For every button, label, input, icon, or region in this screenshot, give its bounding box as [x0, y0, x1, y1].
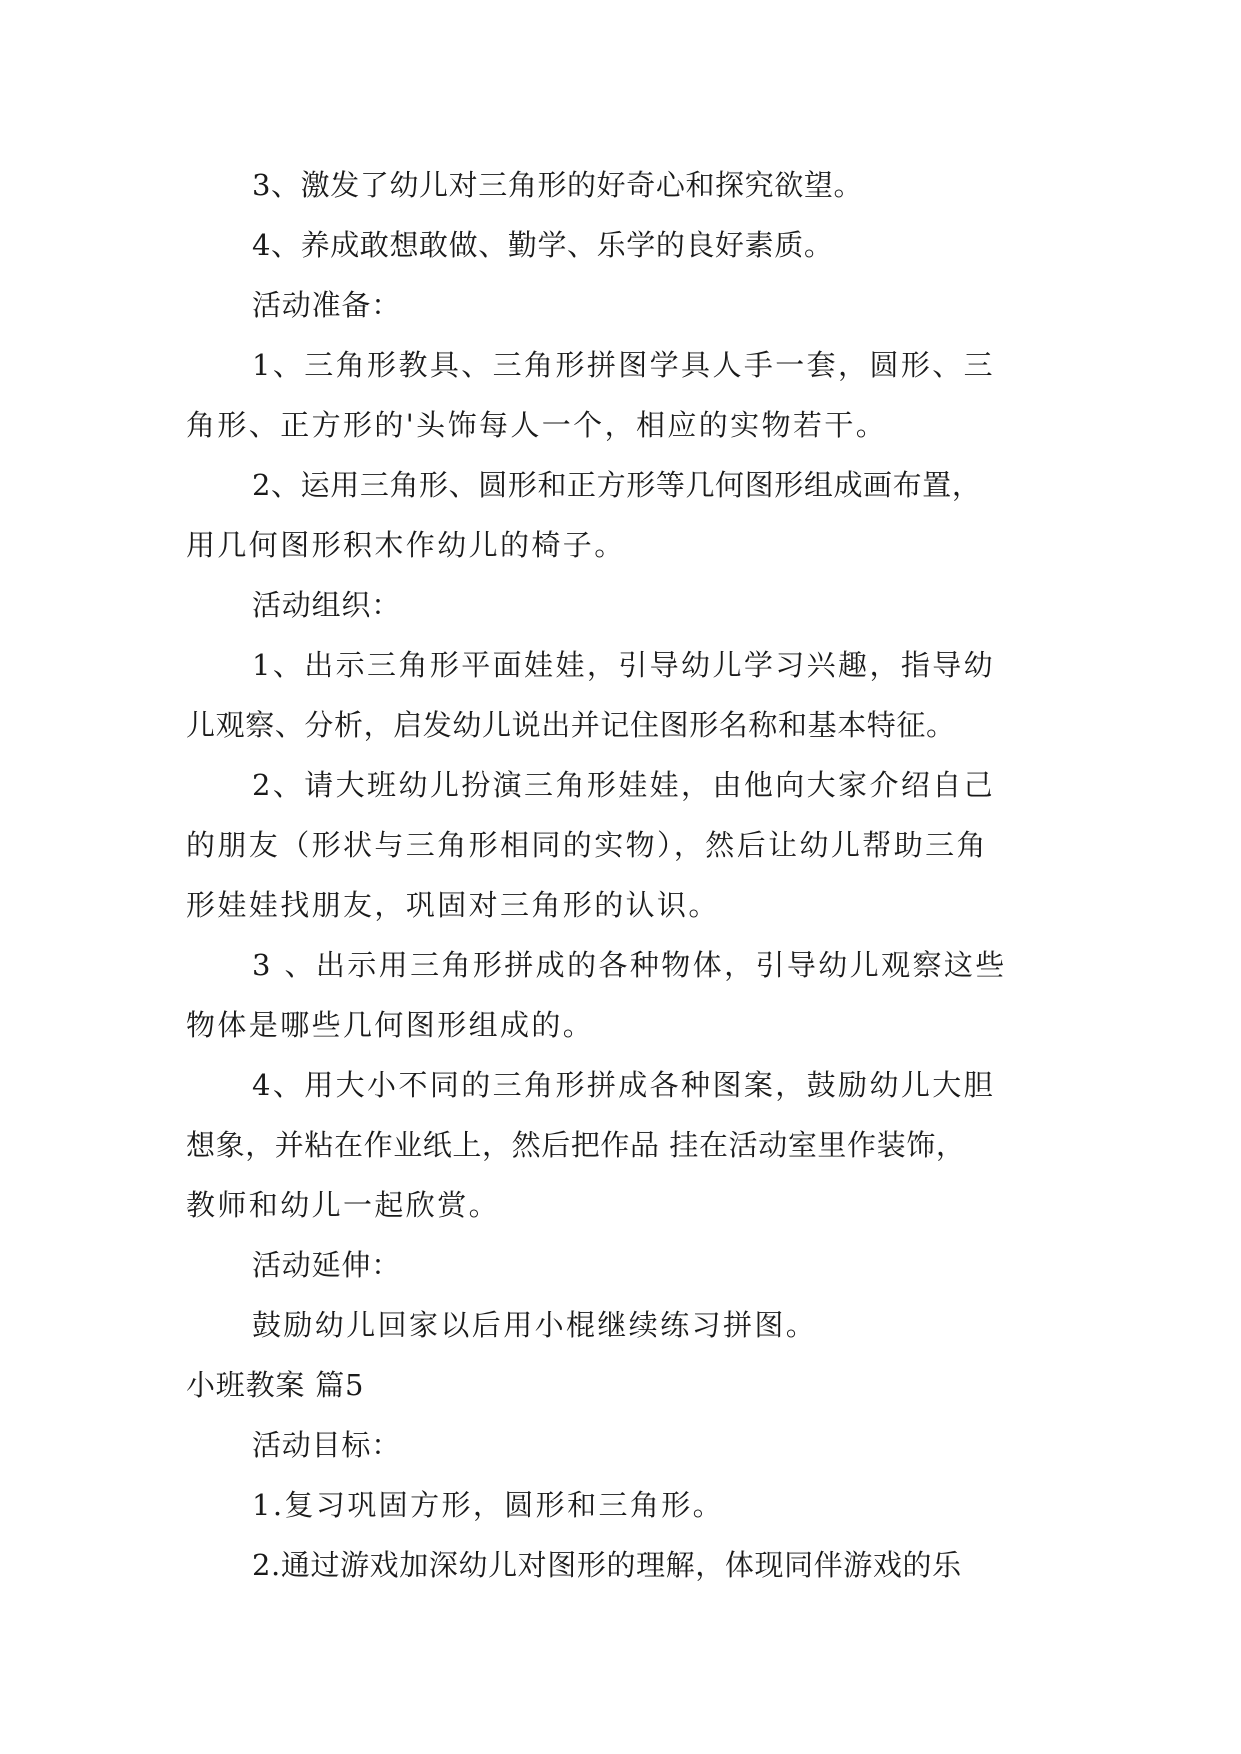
text-line-extension: 鼓励幼儿回家以后用小棍继续练习拼图。 [252, 1308, 818, 1342]
text-line-org-2a: 2、请大班幼儿扮演三角形娃娃，由他向大家介绍自己 [252, 768, 996, 802]
text-line-org-4a: 4、用大小不同的三角形拼成各种图案，鼓励幼儿大胆 [252, 1068, 996, 1102]
text-line-org-2c: 形娃娃找朋友，巩固对三角形的认识。 [186, 888, 720, 922]
text-line-prep-2a: 2、运用三角形、圆形和正方形等几何图形组成画布置， [252, 468, 982, 502]
text-line-prep-1b: 角形、正方形的'头饰每人一个，相应的实物若干。 [186, 408, 888, 442]
section-title-lesson-5: 小班教案 篇5 [186, 1368, 365, 1402]
text-line-goal-3: 3、激发了幼儿对三角形的好奇心和探究欲望。 [252, 168, 864, 202]
text-line-goal-2: 2.通过游戏加深幼儿对图形的理解，体现同伴游戏的乐 [252, 1548, 962, 1582]
text-line-prep-1a: 1、三角形教具、三角形拼图学具人手一套，圆形、三 [252, 348, 996, 382]
heading-activity-organization: 活动组织： [252, 588, 402, 622]
text-line-org-2b: 的朋友（形状与三角形相同的实物），然后让幼儿帮助三角 [186, 828, 988, 862]
text-line-org-3a: 3 、出示用三角形拼成的各种物体，引导幼儿观察这些 [252, 948, 1007, 982]
text-line-prep-2b: 用几何图形积木作幼儿的椅子。 [186, 528, 626, 562]
heading-activity-goals: 活动目标： [252, 1428, 402, 1462]
text-line-org-4b: 想象，并粘在作业纸上，然后把作品 挂在活动室里作装饰， [186, 1128, 966, 1162]
text-line-goal-1: 1.复习巩固方形，圆形和三角形。 [252, 1488, 725, 1522]
text-line-goal-4: 4、养成敢想敢做、勤学、乐学的良好素质。 [252, 228, 834, 262]
text-line-org-1a: 1、出示三角形平面娃娃，引导幼儿学习兴趣，指导幼 [252, 648, 996, 682]
text-line-org-3b: 物体是哪些几何图形组成的。 [186, 1008, 595, 1042]
heading-activity-extension: 活动延伸： [252, 1248, 402, 1282]
text-line-org-1b: 儿观察、分析，启发幼儿说出并记住图形名称和基本特征。 [186, 708, 956, 742]
text-line-org-4c: 教师和幼儿一起欣赏。 [186, 1188, 501, 1222]
heading-activity-preparation: 活动准备： [252, 288, 402, 322]
